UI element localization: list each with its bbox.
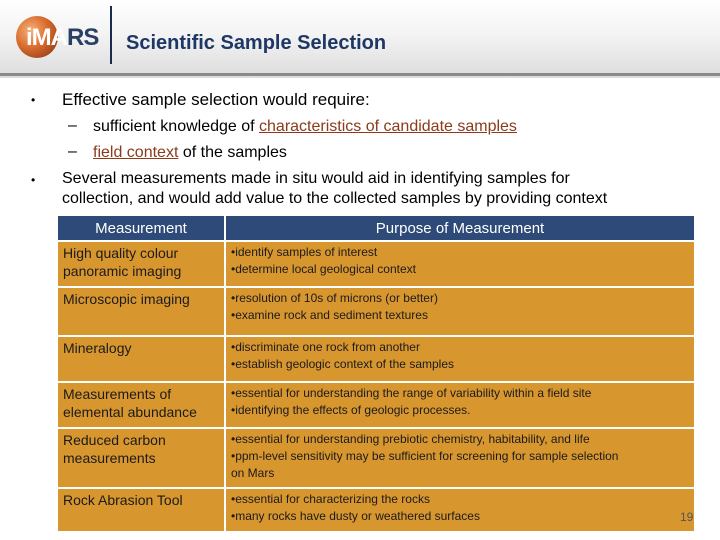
table-row bbox=[57, 382, 695, 428]
table-row bbox=[57, 287, 695, 336]
table-row bbox=[57, 488, 695, 532]
measurement-cell: Measurements of elemental abundance bbox=[57, 382, 225, 428]
dash-marker: – bbox=[68, 143, 77, 160]
purpose-cell: •essential for understanding prebiotic chemistry, habitability, and life •ppm-level sensitivity may be sufficient for screening for sample selection on Mars bbox=[225, 428, 695, 488]
measurements-table bbox=[56, 214, 696, 533]
field-context-link[interactable]: field context bbox=[93, 144, 179, 161]
purpose-cell: •essential for understanding the range of variability within a field site •identifying the effects of geologic processes. bbox=[225, 382, 695, 428]
bullet-1-text: Effective sample selection would require: bbox=[62, 90, 370, 109]
purpose-cell: •identify samples of interest •determine local geological context bbox=[225, 241, 695, 287]
slide-header bbox=[0, 0, 720, 78]
sub-bullet-2: field context of the samples bbox=[93, 144, 287, 161]
header-purpose: Purpose of Measurement bbox=[225, 215, 695, 241]
purpose-cell: •essential for characterizing the rocks •many rocks have dusty or weathered surfaces bbox=[225, 488, 695, 532]
purpose-cell: •discriminate one rock from another •establish geologic context of the samples bbox=[225, 336, 695, 382]
logo-text: iMARS bbox=[26, 24, 99, 51]
table-row bbox=[57, 428, 695, 488]
sub-bullet-1: sufficient knowledge of characteristics of candidate samples bbox=[93, 118, 517, 135]
bullet-marker: • bbox=[31, 173, 36, 187]
measurement-cell: Rock Abrasion Tool bbox=[57, 488, 225, 532]
bullet-2-line-2: collection, and would add value to the collected samples by providing context bbox=[62, 190, 608, 207]
candidate-samples-link[interactable]: characteristics of candidate samples bbox=[259, 118, 517, 135]
measurement-cell: Mineralogy bbox=[57, 336, 225, 382]
measurement-cell: High quality colour panoramic imaging bbox=[57, 241, 225, 287]
page-number: 19 bbox=[680, 510, 694, 524]
measurement-cell: Reduced carbon measurements bbox=[57, 428, 225, 488]
imars-logo bbox=[12, 12, 98, 62]
measurement-cell: Microscopic imaging bbox=[57, 287, 225, 336]
header-measurement: Measurement bbox=[57, 215, 225, 241]
bullet-2-line-1: Several measurements made in situ would aid in identifying samples for bbox=[62, 170, 570, 187]
purpose-cell: •resolution of 10s of microns (or better) •examine rock and sediment textures bbox=[225, 287, 695, 336]
header-divider bbox=[110, 6, 112, 64]
dash-marker: – bbox=[68, 117, 77, 134]
table-header-row bbox=[57, 215, 695, 241]
table-row bbox=[57, 336, 695, 382]
header-rule bbox=[0, 73, 720, 76]
table-row bbox=[57, 241, 695, 287]
bullet-marker: • bbox=[31, 93, 36, 107]
slide-title: Scientific Sample Selection bbox=[126, 32, 387, 54]
